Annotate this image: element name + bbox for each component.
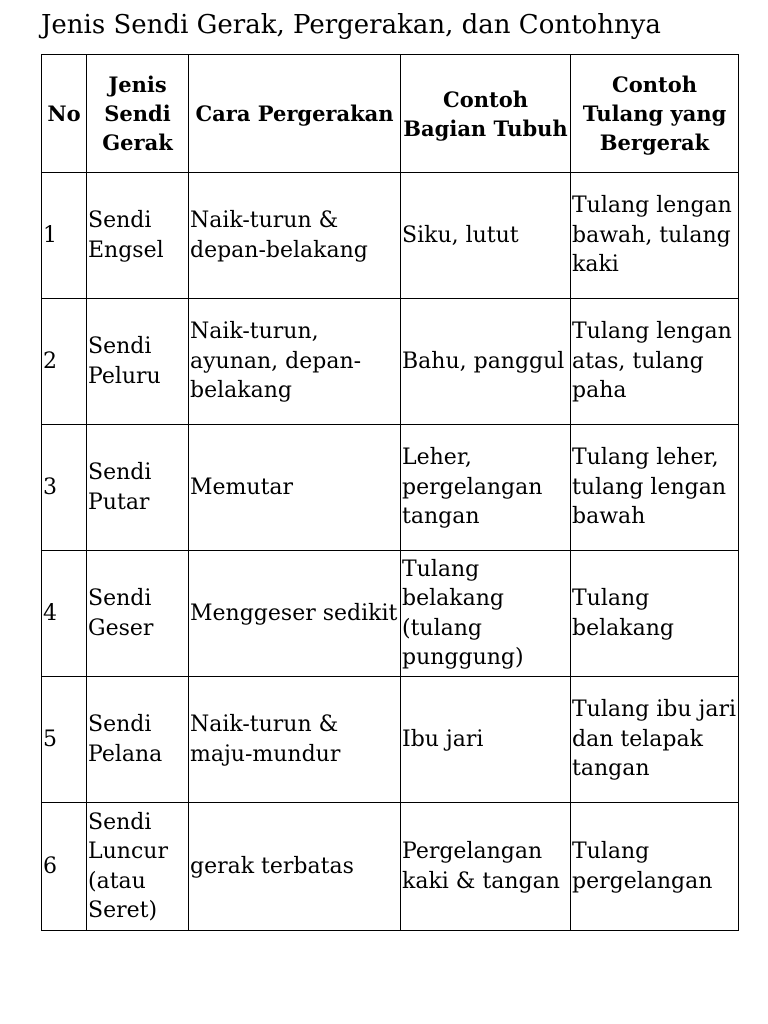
cell-no: 4 [42,551,87,677]
cell-jenis-sendi: Sendi Peluru [87,299,189,425]
table-header-row [42,55,739,173]
cell-contoh-bagian-tubuh: Bahu, panggul [401,299,571,425]
table-row [42,677,739,803]
cell-contoh-tulang: Tulang leher, tulang lengan bawah [571,425,739,551]
cell-contoh-tulang: Tulang belakang [571,551,739,677]
table-row [42,803,739,931]
cell-contoh-bagian-tubuh: Tulang belakang (tulang punggung) [401,551,571,677]
cell-cara-pergerakan: Naik-turun & maju-mundur [189,677,401,803]
cell-contoh-bagian-tubuh: Ibu jari [401,677,571,803]
cell-contoh-tulang: Tulang ibu jari dan telapak tangan [571,677,739,803]
header-jenis-sendi: Jenis Sendi Gerak [87,55,189,173]
cell-no: 3 [42,425,87,551]
cell-cara-pergerakan: Menggeser sedikit [189,551,401,677]
joint-types-table [41,54,739,931]
header-cara-pergerakan: Cara Pergerakan [189,55,401,173]
cell-no: 2 [42,299,87,425]
table-row [42,425,739,551]
cell-contoh-bagian-tubuh: Leher, pergelangan tangan [401,425,571,551]
cell-cara-pergerakan: Memutar [189,425,401,551]
cell-contoh-tulang: Tulang lengan bawah, tulang kaki [571,173,739,299]
cell-contoh-tulang: Tulang lengan atas, tulang paha [571,299,739,425]
cell-cara-pergerakan: Naik-turun & depan-belakang [189,173,401,299]
cell-no: 5 [42,677,87,803]
cell-contoh-bagian-tubuh: Pergelangan kaki & tangan [401,803,571,931]
table-row [42,299,739,425]
cell-no: 1 [42,173,87,299]
table-row [42,173,739,299]
cell-jenis-sendi: Sendi Geser [87,551,189,677]
header-contoh-bagian-tubuh: Contoh Bagian Tubuh [401,55,571,173]
page-title: Jenis Sendi Gerak, Pergerakan, dan Contohnya [41,10,661,40]
cell-jenis-sendi: Sendi Engsel [87,173,189,299]
cell-contoh-tulang: Tulang pergelangan [571,803,739,931]
cell-jenis-sendi: Sendi Luncur (atau Seret) [87,803,189,931]
cell-cara-pergerakan: gerak terbatas [189,803,401,931]
cell-no: 6 [42,803,87,931]
header-no: No [42,55,87,173]
cell-cara-pergerakan: Naik-turun, ayunan, depan-belakang [189,299,401,425]
header-contoh-tulang: Contoh Tulang yang Bergerak [571,55,739,173]
cell-jenis-sendi: Sendi Putar [87,425,189,551]
table-row [42,551,739,677]
cell-contoh-bagian-tubuh: Siku, lutut [401,173,571,299]
cell-jenis-sendi: Sendi Pelana [87,677,189,803]
